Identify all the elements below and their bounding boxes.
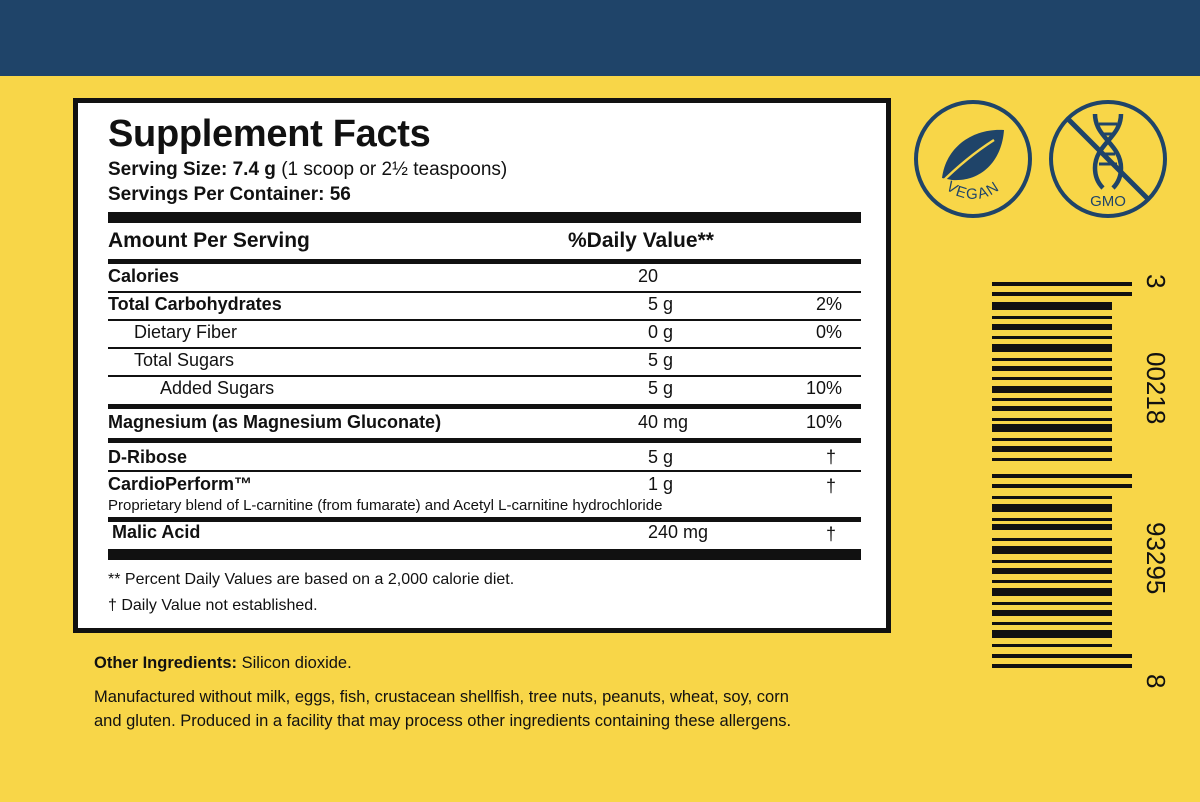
row-dv: † bbox=[826, 476, 837, 496]
barcode-bars bbox=[992, 282, 1132, 668]
non-gmo-badge bbox=[1047, 98, 1169, 220]
serving-size bbox=[108, 159, 507, 181]
header-rule bbox=[108, 259, 861, 264]
row-amount: 240 mg bbox=[648, 522, 709, 542]
vegan-text: VEGAN bbox=[943, 178, 1003, 203]
allergen-statement-line1: Manufactured without milk, eggs, fish, crustacean shellfish, tree nuts, peanuts, wheat, soy, corn bbox=[94, 688, 789, 706]
gmo-text: GMO bbox=[1090, 193, 1126, 210]
row-name: CardioPerform™ bbox=[108, 474, 253, 494]
row-amount: 5 g bbox=[648, 294, 674, 314]
footnote-not-established: † Daily Value not established. bbox=[108, 597, 318, 614]
row-amount: 0 g bbox=[648, 322, 674, 342]
row-divider-thick bbox=[108, 438, 861, 443]
servings-per-container: Servings Per Container: 56 bbox=[108, 184, 351, 205]
row-amount: 5 g bbox=[648, 447, 674, 467]
blend-note: Proprietary blend of L-carnitine (from fumarate) and Acetyl L-carnitine hydrochloride bbox=[108, 497, 663, 514]
serving-size-value: 7.4 g bbox=[232, 159, 276, 180]
barcode-digits-mid1: 93295 bbox=[1141, 522, 1171, 595]
thick-rule bbox=[108, 549, 861, 560]
barcode-digit-left: 8 bbox=[1141, 674, 1171, 689]
barcode bbox=[992, 262, 1171, 702]
barcode-digits-mid2: 00218 bbox=[1141, 352, 1171, 425]
other-ingredients-label: Other Ingredients: bbox=[94, 654, 238, 672]
row-amount: 40 mg bbox=[638, 412, 689, 432]
row-name: Added Sugars bbox=[160, 378, 275, 398]
serving-size-detail: (1 scoop or 2½ teaspoons) bbox=[281, 159, 508, 180]
serving-size-label: Serving Size: bbox=[108, 159, 228, 180]
row-dv: 2% bbox=[816, 294, 843, 314]
row-name: Dietary Fiber bbox=[134, 322, 238, 342]
supplement-facts-panel bbox=[73, 98, 891, 633]
thick-rule bbox=[108, 212, 861, 223]
col-amount-header: Amount Per Serving bbox=[108, 229, 310, 252]
row-name: Total Sugars bbox=[134, 350, 235, 370]
row-amount: 5 g bbox=[648, 378, 674, 398]
row-dv: 0% bbox=[816, 322, 843, 342]
row-name: Total Carbohydrates bbox=[108, 294, 282, 314]
vegan-badge bbox=[912, 98, 1034, 220]
row-amount: 20 bbox=[638, 266, 659, 286]
other-ingredients bbox=[94, 651, 352, 675]
row-amount: 1 g bbox=[648, 474, 674, 494]
footnote-daily-values: ** Percent Daily Values are based on a 2,000 calorie diet. bbox=[108, 571, 515, 588]
row-dv: † bbox=[826, 447, 837, 467]
row-dv: 10% bbox=[806, 378, 843, 398]
row-name: Magnesium (as Magnesium Gluconate) bbox=[108, 412, 442, 432]
strike-line bbox=[1067, 118, 1149, 200]
col-dv-header: %Daily Value** bbox=[568, 229, 714, 252]
facts-title: Supplement Facts bbox=[108, 113, 431, 155]
row-dv: † bbox=[826, 524, 837, 544]
row-dv: 10% bbox=[806, 412, 843, 432]
barcode-digit-right: 3 bbox=[1141, 274, 1171, 289]
row-name: Malic Acid bbox=[112, 522, 201, 542]
row-amount: 5 g bbox=[648, 350, 674, 370]
top-band bbox=[0, 0, 1200, 76]
leaf-icon bbox=[940, 130, 1004, 184]
row-divider bbox=[108, 470, 861, 472]
row-name: Calories bbox=[108, 266, 180, 286]
row-name: D-Ribose bbox=[108, 447, 188, 467]
row-divider-thick bbox=[108, 517, 861, 522]
row-divider-thick bbox=[108, 404, 861, 409]
other-ingredients-value: Silicon dioxide. bbox=[241, 654, 352, 672]
allergen-statement-line2: and gluten. Produced in a facility that may process other ingredients containing these allergens. bbox=[94, 712, 792, 730]
